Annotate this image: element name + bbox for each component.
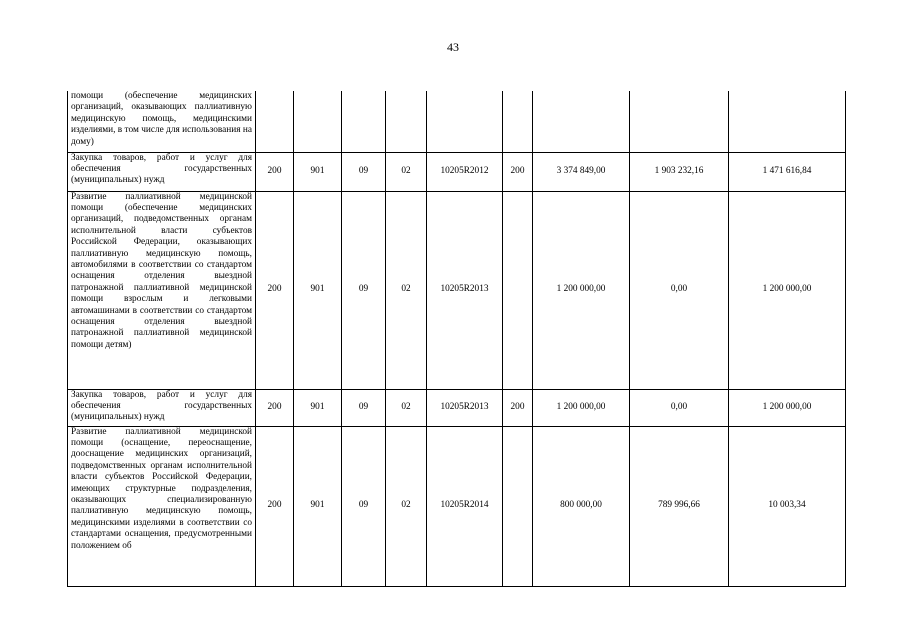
- cell-col6: 200: [503, 389, 533, 426]
- cell-col3: 09: [342, 152, 386, 191]
- budget-table: [67, 91, 846, 587]
- row-description: Развитие паллиативной медицинской помощи (оснащение, переоснащение, дооснащение медицинских организаций, подведомственных органам исполнительной власти субъектов Российской Федерации, имеющих структурные подразделения, оказывающих специализированную паллиативную медицинскую помощь, медицинскими изделиями в соответствии со стандартами оснащения, предусмотренными положением об: [68, 426, 256, 586]
- cell-col1: 200: [256, 426, 294, 586]
- cell-col7: [533, 91, 630, 152]
- cell-col7: 1 200 000,00: [533, 191, 630, 389]
- cell-col9: 1 200 000,00: [729, 191, 846, 389]
- cell-col7: 1 200 000,00: [533, 389, 630, 426]
- cell-col5: 10205R2013: [427, 389, 503, 426]
- row-description: Закупка товаров, работ и услуг для обеспечения государственных (муниципальных) нужд: [68, 389, 256, 426]
- cell-col1: 200: [256, 389, 294, 426]
- cell-col4: 02: [386, 191, 427, 389]
- row-description: Развитие паллиативной медицинской помощи (обеспечение медицинских организаций, подведомственных органам исполнительной власти субъектов Российской Федерации, оказывающих паллиативную медицинскую помощь, автомобилями в соответствии со стандартом оснащения отделения выездной патронажной паллиативной медицинской помощи взрослым и легковыми автомашинами в соответствии со стандартом оснащения отделения выездной патронажной паллиативной медицинской помощи детям): [68, 191, 256, 389]
- cell-col2: 901: [294, 191, 342, 389]
- cell-col9: 1 471 616,84: [729, 152, 846, 191]
- cell-col1: [256, 91, 294, 152]
- cell-col5: 10205R2012: [427, 152, 503, 191]
- table-row: [68, 152, 846, 191]
- cell-col5: [427, 91, 503, 152]
- cell-col8: 1 903 232,16: [630, 152, 729, 191]
- cell-col6: [503, 191, 533, 389]
- cell-col1: 200: [256, 191, 294, 389]
- cell-col7: 3 374 849,00: [533, 152, 630, 191]
- cell-col8: [630, 91, 729, 152]
- cell-col9: 10 003,34: [729, 426, 846, 586]
- cell-col2: 901: [294, 426, 342, 586]
- cell-col8: 0,00: [630, 191, 729, 389]
- cell-col3: 09: [342, 426, 386, 586]
- row-description: Закупка товаров, работ и услуг для обеспечения государственных (муниципальных) нужд: [68, 152, 256, 191]
- cell-col3: 09: [342, 191, 386, 389]
- cell-col4: 02: [386, 152, 427, 191]
- cell-col3: 09: [342, 389, 386, 426]
- table-row: [68, 426, 846, 586]
- page-number: 43: [447, 40, 459, 54]
- cell-col5: 10205R2014: [427, 426, 503, 586]
- cell-col9: [729, 91, 846, 152]
- cell-col9: 1 200 000,00: [729, 389, 846, 426]
- table-row: [68, 91, 846, 152]
- cell-col2: 901: [294, 389, 342, 426]
- cell-col8: 0,00: [630, 389, 729, 426]
- table-row: [68, 389, 846, 426]
- cell-col1: 200: [256, 152, 294, 191]
- cell-col6: [503, 426, 533, 586]
- row-description: помощи (обеспечение медицинских организаций, оказывающих паллиативную медицинскую помощь, медицинскими изделиями, в том числе для использования на дому): [68, 91, 256, 152]
- cell-col5: 10205R2013: [427, 191, 503, 389]
- cell-col6: 200: [503, 152, 533, 191]
- cell-col2: 901: [294, 152, 342, 191]
- cell-col4: 02: [386, 426, 427, 586]
- cell-col8: 789 996,66: [630, 426, 729, 586]
- cell-col6: [503, 91, 533, 152]
- cell-col2: [294, 91, 342, 152]
- cell-col4: [386, 91, 427, 152]
- table-row: [68, 191, 846, 389]
- cell-col4: 02: [386, 389, 427, 426]
- cell-col7: 800 000,00: [533, 426, 630, 586]
- cell-col3: [342, 91, 386, 152]
